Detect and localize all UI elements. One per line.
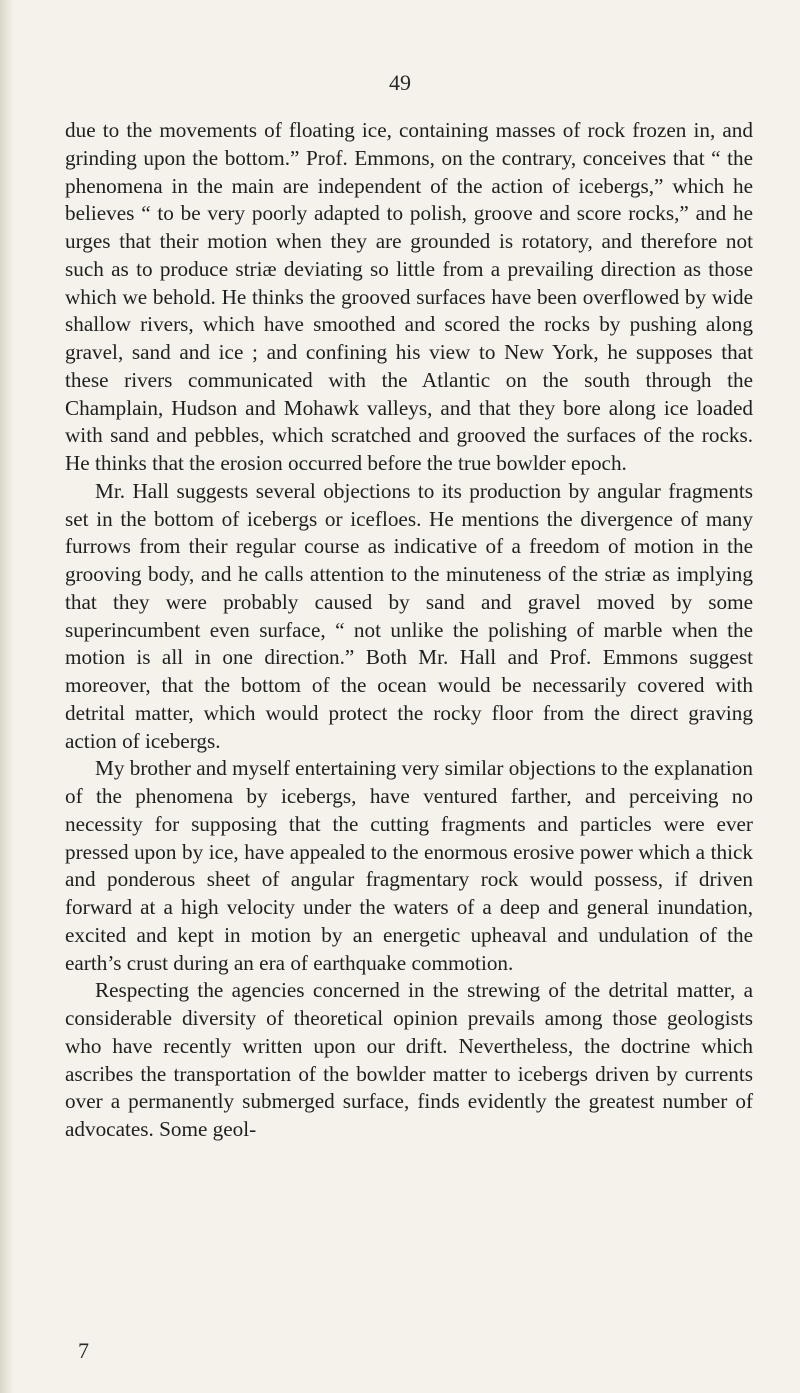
body-text <box>65 117 753 1144</box>
paragraph-3: My brother and myself entertaining very similar objections to the explanation of the phenomena by icebergs, have ventured farther, and perceiving no necessity for supposing that the cutting fragments and particles were ever pressed upon by ice, have appealed to the enormous erosive power which a thick and ponderous sheet of angular fragmentary rock would possess, if driven forward at a high velocity under the waters of a deep and general inundation, excited and kept in motion by an energetic upheaval and undulation of the earth’s crust during an era of earthquake commotion. <box>65 756 753 975</box>
page-number: 49 <box>389 70 411 95</box>
paragraph-4: Respecting the agencies concerned in the strewing of the detrital matter, a considerable diversity of theoretical opinion prevails among those geologists who have recently written upon our drift. Nevertheless, the doctrine which ascribes the transportation of the bowlder matter to icebergs driven by currents over a permanently submerged surface, finds evidently the greatest number of advocates. Some geol- <box>65 978 753 1141</box>
signature-mark: 7 <box>78 1338 89 1363</box>
paragraph-2: Mr. Hall suggests several objections to its production by angular fragments set in the bottom of icebergs or icefloes. He mentions the divergence of many furrows from their regular course as indicative of a freedom of motion in the grooving body, and he calls attention to the minuteness of the striæ as implying that they were probably caused by sand and gravel moved by some superincumbent even surface, “ not unlike the polishing of marble when the motion is all in one direction.” Both Mr. Hall and Prof. Emmons suggest moreover, that the bottom of the ocean would be necessarily covered with detrital matter, which would protect the rocky floor from the direct graving action of icebergs. <box>65 478 753 753</box>
paragraph-1: due to the movements of floating ice, containing masses of rock frozen in, and grinding upon the bottom.” Prof. Emmons, on the contrary, conceives that “ the phenomena in the main are independent of the action of icebergs,” which he believes “ to be very poorly adapted to polish, groove and score rocks,” and he urges that their motion when they are grounded is rotatory, and therefore not such as to produce striæ deviating so little from a prevailing direction as those which we behold. He thinks the grooved surfaces have been overflowed by wide shallow rivers, which have smoothed and scored the rocks by pushing along gravel, sand and ice ; and confining his view to New York, he supposes that these rivers communicated with the Atlantic on the south through the Champlain, Hudson and Mohawk valleys, and that they bore along ice loaded with sand and pebbles, which scratched and grooved the surfaces of the rocks. He thinks that the erosion occurred before the true bowlder epoch. <box>65 118 753 475</box>
spine-shadow <box>0 0 14 1393</box>
